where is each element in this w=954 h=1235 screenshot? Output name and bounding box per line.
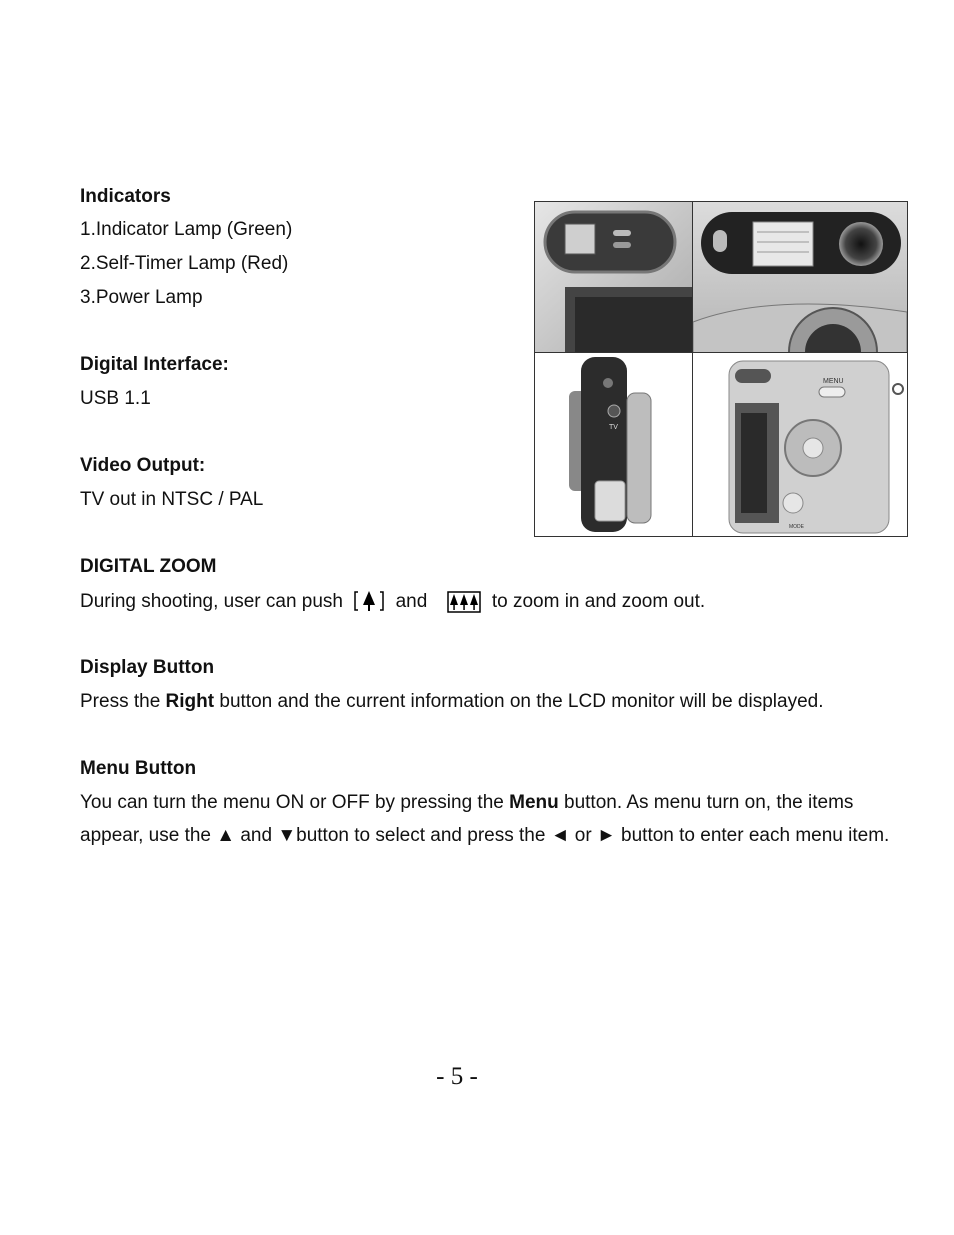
display-button-text-before: Press the xyxy=(80,691,166,712)
zoom-wide-icon xyxy=(447,591,481,620)
menu-button-text-before: You can turn the menu ON or OFF by pressing the xyxy=(80,792,510,813)
menu-label: MENU xyxy=(823,378,844,385)
display-button-text xyxy=(80,690,824,714)
display-button-text-after: button and the current information on the LCD monitor will be displayed. xyxy=(214,691,824,712)
menu-button-text-after: button. As menu turn on, the items appear, use the ▲ and ▼button to select and press the ◄ or ► button to enter each menu item. xyxy=(80,792,890,846)
digital-zoom-text-after: to zoom in and zoom out. xyxy=(491,591,706,612)
digital-interface-heading: Digital Interface: xyxy=(80,354,229,375)
menu-button-bold-word: Menu xyxy=(509,792,559,813)
video-output-heading: Video Output: xyxy=(80,455,206,476)
digital-zoom-text-before: During shooting, user can push xyxy=(80,591,343,612)
page-number: - 5 - xyxy=(436,1063,478,1090)
menu-button-text xyxy=(80,787,915,852)
camera-photo-flash-lens xyxy=(692,201,908,354)
digital-zoom-heading: DIGITAL ZOOM xyxy=(80,556,217,577)
indicator-item-3: 3.Power Lamp xyxy=(80,287,203,308)
digital-zoom-text xyxy=(80,589,705,620)
camera-photo-grid xyxy=(534,201,906,536)
indicator-item-2: 2.Self-Timer Lamp (Red) xyxy=(80,253,289,274)
indicator-item-1: 1.Indicator Lamp (Green) xyxy=(80,219,293,240)
camera-photo-indicators xyxy=(534,201,694,354)
mode-label: MODE xyxy=(789,524,804,530)
camera-photo-back xyxy=(692,352,908,537)
video-output-value: TV out in NTSC / PAL xyxy=(80,489,264,510)
digital-interface-value: USB 1.1 xyxy=(80,388,151,409)
tv-port-label: TV xyxy=(609,424,618,431)
zoom-tele-icon xyxy=(354,589,384,620)
digital-zoom-text-and: and xyxy=(395,591,428,612)
display-button-bold-word: Right xyxy=(165,691,215,712)
indicators-heading: Indicators xyxy=(80,186,171,207)
menu-button-heading: Menu Button xyxy=(80,758,197,779)
display-button-heading: Display Button xyxy=(80,657,215,678)
camera-photo-side-tv xyxy=(534,352,694,537)
